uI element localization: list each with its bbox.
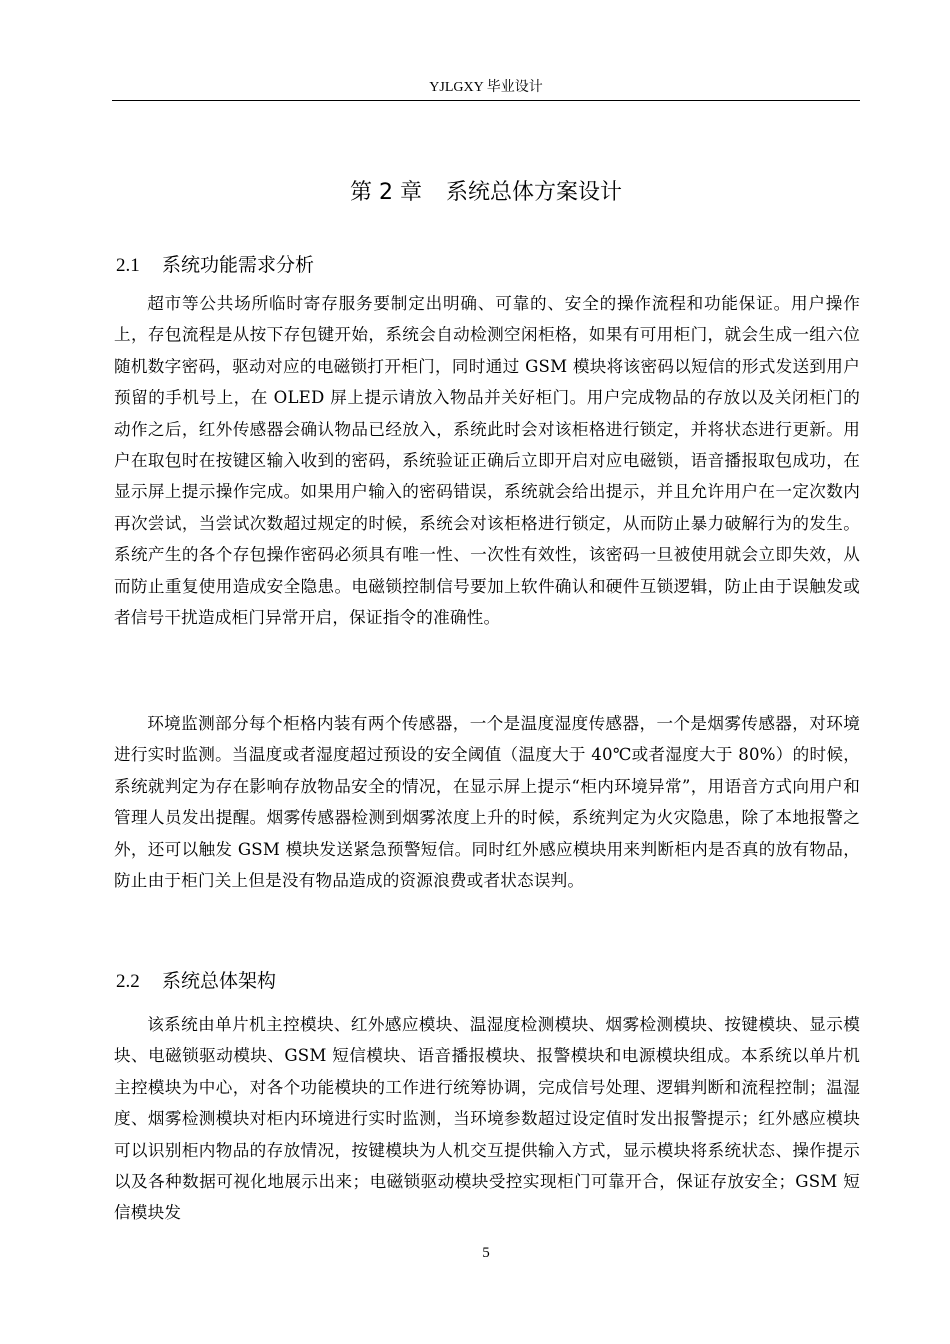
page-header: YJLGXY 毕业设计 — [429, 80, 543, 95]
body-paragraph: 超市等公共场所临时寄存服务要制定出明确、可靠的、安全的操作流程和功能保证。用户操作上，存包流程是从按下存包键开始，系统会自动检测空闲柜格，如果有可用柜门，就会生成一组六位随机数字密码，驱动对应的电磁锁打开柜门，同时通过 GSM 模块将该密码以短信的形式发送到用户预留的手机号上，在 OLED 屏上提示请放入物品并关好柜门。用户完成物品的存放以及关闭柜门的动作之后，红外传感器会确认物品已经放入，系统此时会对该柜格进行锁定，并将状态进行更新。用户在取包时在按键区输入收到的密码，系统验证正确后立即开启对应电磁锁，语音播报取包成功，在显示屏上提示操作完成。如果用户输入的密码错误，系统就会给出提示，并且允许用户在一定次数内再次尝试，当尝试次数超过规定的时候，系统会对该柜格进行锁定，从而防止暴力破解行为的发生。系统产生的各个存包操作密码必须具有唯一性、一次性有效性，该密码一旦被使用就会立即失效，从而防止重复使用造成安全隐患。电磁锁控制信号要加上软件确认和硬件互锁逻辑，防止由于误触发或者信号干扰造成柜门异常开启，保证指令的准确性。 — [114, 294, 860, 628]
section-number: 2.2 — [116, 971, 140, 992]
section-title: 系统功能需求分析 — [162, 254, 315, 276]
chapter-number: 第 2 章 — [350, 180, 422, 205]
chapter-title — [112, 178, 860, 208]
header-divider — [112, 100, 860, 101]
section-number: 2.1 — [116, 255, 140, 276]
section-title: 系统总体架构 — [162, 970, 277, 992]
section-heading-2-1 — [116, 252, 314, 279]
page-number: 5 — [482, 1245, 490, 1261]
body-paragraph: 环境监测部分每个柜格内装有两个传感器，一个是温度湿度传感器，一个是烟雾传感器，对环境进行实时监测。当温度或者湿度超过预设的安全阈值（温度大于 40℃或者湿度大于 80%）的时候，系统就判定为存在影响存放物品安全的情况，在显示屏上提示“柜内环境异常”，用语音方式向用户和管理人员发出提醒。烟雾传感器检测到烟雾浓度上升的时候，系统判定为火灾隐患，除了本地报警之外，还可以触发 GSM 模块发送紧急预警短信。同时红外感应模块用来判断柜内是否真的放有物品，防止由于柜门关上但是没有物品造成的资源浪费或者状态误判。 — [114, 714, 860, 891]
section-heading-2-2 — [116, 968, 276, 995]
chapter-title-text: 系统总体方案设计 — [445, 180, 622, 205]
body-paragraph: 该系统由单片机主控模块、红外感应模块、温湿度检测模块、烟雾检测模块、按键模块、显示模块、电磁锁驱动模块、GSM 短信模块、语音播报模块、报警模块和电源模块组成。本系统以单片机主控模块为中心，对各个功能模块的工作进行统筹协调，完成信号处理、逻辑判断和流程控制；温湿度、烟雾检测模块对柜内环境进行实时监测，当环境参数超过设定值时发出报警提示；红外感应模块可以识别柜内物品的存放情况，按键模块为人机交互提供输入方式，显示模块将系统状态、操作提示以及各种数据可视化地展示出来；电磁锁驱动模块受控实现柜门可靠开合，保证存放安全；GSM 短信模块发 — [114, 1015, 860, 1223]
